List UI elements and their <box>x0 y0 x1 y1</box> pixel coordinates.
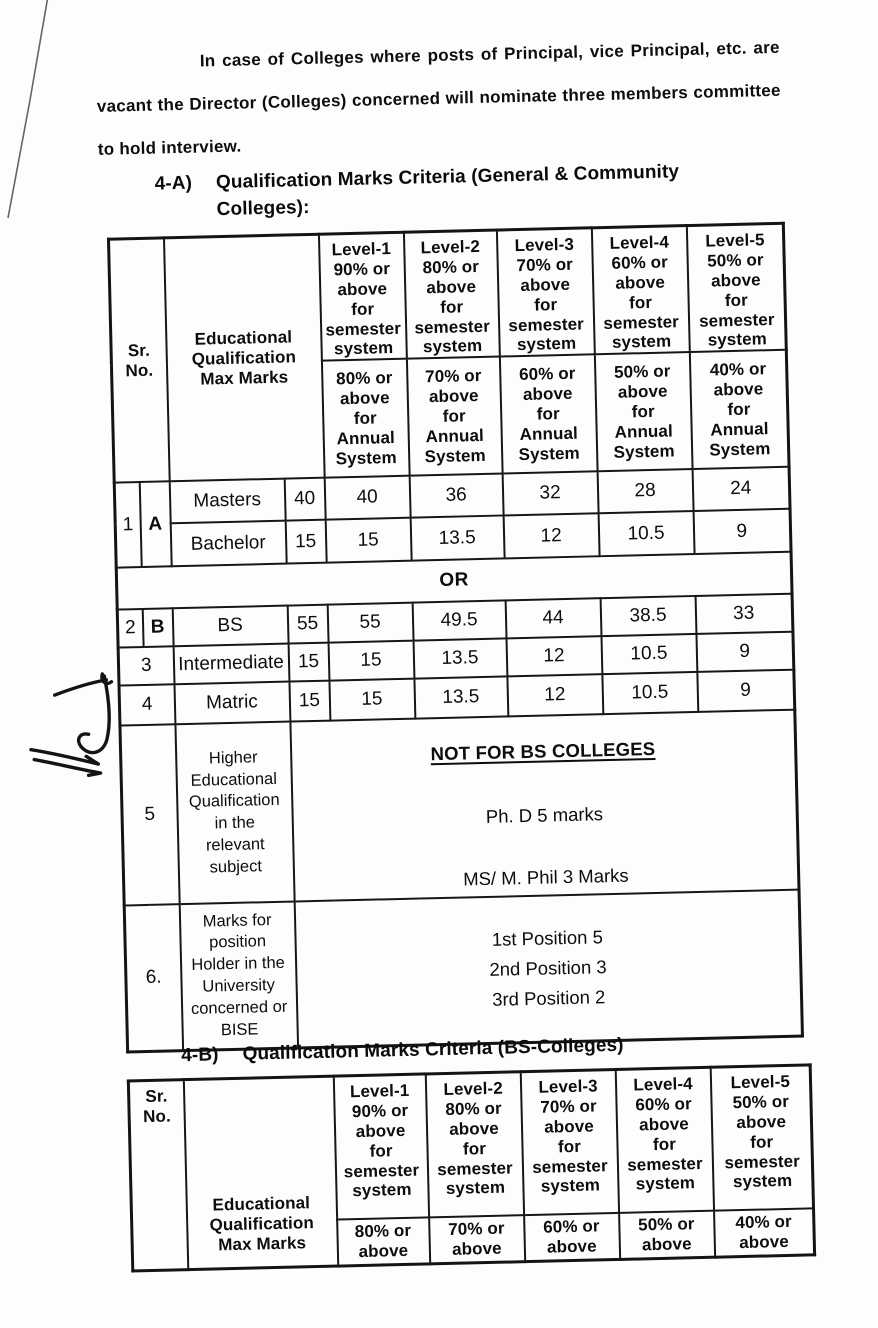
max-intermediate: 15 <box>288 643 329 682</box>
matric-l1: 15 <box>329 679 415 721</box>
row-higher-qualification <box>120 710 799 906</box>
level-3-annual-header-b: 60% or above <box>524 1212 620 1261</box>
qualification-table-4b <box>127 1063 816 1272</box>
header-row-semester <box>108 223 786 366</box>
qual-intermediate: Intermediate <box>173 644 289 685</box>
sr-no-header: Sr. No. <box>108 238 169 483</box>
bachelor-l1: 15 <box>325 518 411 563</box>
first-position-line: 1st Position 5 <box>491 926 604 950</box>
row-position-holder <box>124 890 802 1052</box>
level-2-annual-header-b: 70% or above <box>429 1215 525 1264</box>
bs-l4: 38.5 <box>600 596 696 636</box>
level-1-semester-header-b: Level-1 90% or above for semester system <box>333 1074 428 1219</box>
qual-masters: Masters <box>169 479 285 524</box>
header-row-semester-b <box>128 1065 813 1224</box>
second-position-line: 2nd Position 3 <box>489 956 607 980</box>
level-5-semester-header: Level-5 50% or above for semester system <box>686 223 786 352</box>
max-bachelor: 15 <box>285 520 326 564</box>
level-4-annual-header: 50% or above for Annual System <box>594 352 692 471</box>
level-4-annual-header-b: 50% or above <box>619 1210 715 1259</box>
qual-bs: BS <box>172 606 288 647</box>
level-5-annual-header-b: 40% or above <box>714 1208 815 1257</box>
bachelor-l3: 12 <box>503 513 599 558</box>
intermediate-l3: 12 <box>506 636 602 676</box>
intermediate-l5: 9 <box>696 632 794 672</box>
matric-l3: 12 <box>507 674 603 716</box>
level-5-annual-header: 40% or above for Annual System <box>689 350 789 469</box>
position-marks-block <box>296 918 800 1020</box>
level-2-semester-header-b: Level-2 80% or above for semester system <box>425 1072 523 1217</box>
group-a: A <box>139 482 171 568</box>
matric-l4: 10.5 <box>602 672 698 714</box>
masters-l2: 36 <box>409 474 503 518</box>
higher-content-cell <box>290 710 799 902</box>
level-3-semester-header: Level-3 70% or above for semester system <box>496 228 594 357</box>
sr-1: 1 <box>114 482 141 568</box>
qual-higher: Higher Educational Qualification in the relevant subject <box>175 722 294 905</box>
intro-line-3: to hold interview. <box>97 136 242 159</box>
level-4-semester-header-b: Level-4 60% or above for semester system <box>615 1067 713 1212</box>
qualification-table-4a <box>107 222 804 1053</box>
level-4-semester-header: Level-4 60% or above for semester system <box>591 226 689 355</box>
group-b: B <box>142 609 173 648</box>
bs-l2: 49.5 <box>412 601 506 641</box>
position-content-cell <box>294 890 802 1048</box>
masters-l3: 32 <box>502 471 598 515</box>
third-position-line: 3rd Position 2 <box>491 986 606 1010</box>
level-3-semester-header-b: Level-3 70% or above for semester system <box>520 1069 618 1214</box>
sr-6: 6. <box>124 904 182 1051</box>
level-1-annual-header-b: 80% or above <box>337 1217 430 1266</box>
intro-line-1: In case of Colleges where posts of Principal, vice Principal, etc. are <box>199 37 780 71</box>
bachelor-l5: 9 <box>693 509 791 554</box>
section-4b-title: Qualification Marks Criteria (BS-Colleges) <box>242 1034 624 1065</box>
phd-marks-line: Ph. D 5 marks <box>485 803 604 828</box>
section-4a-title: Qualification Marks Criteria (General & Community Colleges): <box>215 161 680 221</box>
masters-l4: 28 <box>597 469 693 513</box>
sr-4: 4 <box>119 685 175 726</box>
section-4a-heading <box>154 158 680 224</box>
intro-paragraph <box>95 26 782 171</box>
not-for-bs-block <box>291 717 797 895</box>
qual-position: Marks for position Holder in the University concerned or BISE <box>179 902 297 1051</box>
qualification-header: Educational Qualification Max Marks <box>163 234 324 481</box>
sr-3: 3 <box>118 647 174 686</box>
handwritten-scribble <box>16 659 149 797</box>
bs-l1: 55 <box>327 603 413 643</box>
level-3-annual-header: 60% or above for Annual System <box>499 355 597 474</box>
intro-line-2: vacant the Director (Colleges) concerned will nominate three members committee <box>96 80 781 116</box>
max-matric: 15 <box>289 681 330 722</box>
masters-l1: 40 <box>324 476 410 520</box>
not-for-bs-title: NOT FOR BS COLLEGES <box>430 738 656 765</box>
bachelor-l2: 13.5 <box>410 516 504 561</box>
level-1-semester-header: Level-1 90% or above for semester system <box>318 232 406 361</box>
level-1-annual-header: 80% or above for Annual System <box>321 359 409 478</box>
sr-no-header-b: Sr. No. <box>128 1080 187 1271</box>
section-4a-label: 4-A) <box>154 172 193 195</box>
sr-5: 5 <box>120 725 179 906</box>
max-bs: 55 <box>287 605 328 644</box>
qual-bachelor: Bachelor <box>170 521 286 567</box>
qualification-header-b: Educational Qualification Max Marks <box>183 1076 337 1269</box>
matric-l5: 9 <box>697 670 795 712</box>
sr-2: 2 <box>117 609 143 648</box>
qual-matric: Matric <box>174 682 290 725</box>
max-masters: 40 <box>284 478 325 521</box>
intermediate-l2: 13.5 <box>413 639 507 679</box>
masters-l5: 24 <box>692 467 790 511</box>
bs-l5: 33 <box>695 594 793 634</box>
level-5-semester-header-b: Level-5 50% or above for semester system <box>710 1065 813 1210</box>
section-4b-label: 4-B) <box>181 1044 219 1067</box>
bs-l3: 44 <box>505 598 601 638</box>
matric-l2: 13.5 <box>414 677 508 719</box>
intermediate-l4: 10.5 <box>601 634 697 674</box>
intermediate-l1: 15 <box>328 641 414 681</box>
mphil-marks-line: MS/ M. Phil 3 Marks <box>462 864 629 890</box>
bachelor-l4: 10.5 <box>598 511 694 556</box>
or-separator: OR <box>116 552 792 610</box>
level-2-semester-header: Level-2 80% or above for semester system <box>403 230 499 359</box>
level-2-annual-header: 70% or above for Annual System <box>406 357 502 476</box>
